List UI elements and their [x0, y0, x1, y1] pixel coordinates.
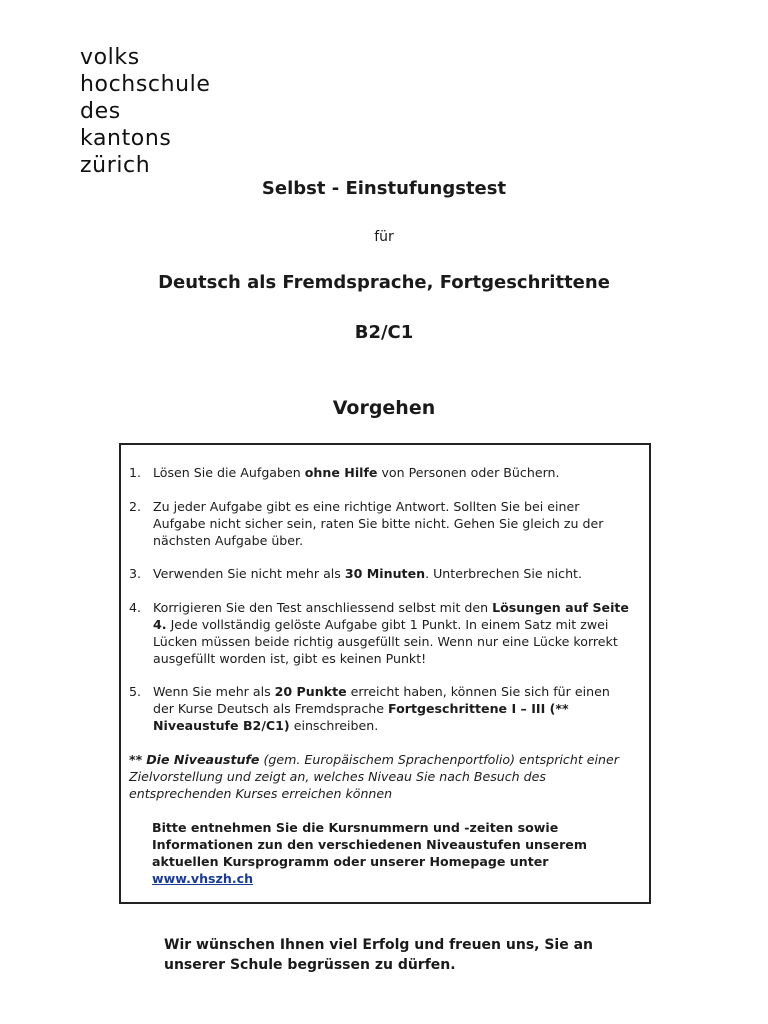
- homepage-link[interactable]: www.vhszh.ch: [152, 871, 254, 886]
- course-info-note: [152, 819, 612, 887]
- emphasis-text: 30 Minuten: [344, 566, 426, 581]
- course-level: B2/C1: [354, 322, 414, 343]
- text-segment: von Personen oder Büchern.: [377, 465, 560, 480]
- instruction-item: [129, 565, 629, 582]
- item-number: 5.: [129, 684, 142, 699]
- text-segment: Jede vollständig gelöste Aufgabe gibt 1 Punkt. In einem Satz mit zwei Lücken müssen beide richtig ausgefüllt sein. Wenn nur eine Lücke korrekt ausgefüllt worden ist, gibt es keinen Punkt!: [153, 617, 618, 666]
- logo-line: zürich: [80, 153, 151, 178]
- item-text: Zu jeder Aufgabe gibt es eine richtige Antwort. Sollten Sie bei einer Aufgabe nicht sicher sein, raten Sie bitte nicht. Gehen Sie gleich zu der nächsten Aufgabe über.: [153, 499, 604, 548]
- footnote-marker: **: [129, 752, 143, 767]
- logo-line: volks: [80, 45, 140, 70]
- document-title: Selbst - Einstufungstest: [261, 178, 507, 199]
- item-text: [153, 599, 629, 667]
- text-segment: Lösen Sie die Aufgaben: [153, 465, 305, 480]
- instruction-item: [129, 498, 629, 549]
- logo-line: hochschule: [80, 72, 211, 97]
- item-number: 3.: [129, 566, 142, 581]
- text-segment: einschreiben.: [289, 718, 379, 733]
- item-text: [153, 565, 629, 582]
- logo-line: des: [80, 99, 121, 124]
- item-number: 1.: [129, 465, 142, 480]
- text-segment: Wenn Sie mehr als: [153, 684, 275, 699]
- level-footnote: [129, 751, 629, 802]
- school-logo: [80, 44, 211, 179]
- course-subject: Deutsch als Fremdsprache, Fortgeschrittene: [158, 272, 610, 293]
- item-text: [153, 464, 629, 481]
- instruction-item: [129, 464, 629, 481]
- instructions-box: [119, 443, 651, 904]
- footnote-term: Die Niveaustufe: [146, 752, 260, 767]
- text-segment: . Unterbrechen Sie nicht.: [425, 566, 583, 581]
- info-text: Bitte entnehmen Sie die Kursnummern und -zeiten sowie Informationen zun den verschiedenen Niveaustufen unserem aktuellen Kursprogramm oder unserer Homepage unter: [152, 820, 587, 869]
- text-segment: erreicht haben, können Sie sich für einen der Kurse Deutsch als Fremdsprache: [153, 684, 610, 716]
- text-segment: Verwenden Sie nicht mehr als: [153, 566, 345, 581]
- item-number: 2.: [129, 499, 142, 514]
- title-connector: für: [374, 229, 394, 245]
- logo-line: kantons: [80, 126, 172, 151]
- emphasis-text: ohne Hilfe: [304, 465, 378, 480]
- section-heading: Vorgehen: [332, 397, 436, 419]
- item-number: 4.: [129, 600, 142, 615]
- item-text: [153, 683, 629, 734]
- instruction-item: [129, 683, 629, 734]
- text-segment: Korrigieren Sie den Test anschliessend selbst mit den: [153, 600, 493, 615]
- closing-message: Wir wünschen Ihnen viel Erfolg und freuen uns, Sie an unserer Schule begrüssen zu dürfen.: [164, 937, 594, 973]
- instruction-item: [129, 599, 629, 667]
- emphasis-text: Fortgeschrittene I – III (** Niveaustufe B2/C1): [153, 701, 569, 733]
- emphasis-text: 20 Punkte: [274, 684, 347, 699]
- emphasis-text: Lösungen auf Seite 4.: [153, 600, 629, 632]
- footnote-text: (gem. Europäischem Sprachenportfolio) entspricht einer Zielvorstellung und zeigt an, welches Niveau Sie nach Besuch des entsprechenden Kurses erreichen können: [129, 752, 619, 801]
